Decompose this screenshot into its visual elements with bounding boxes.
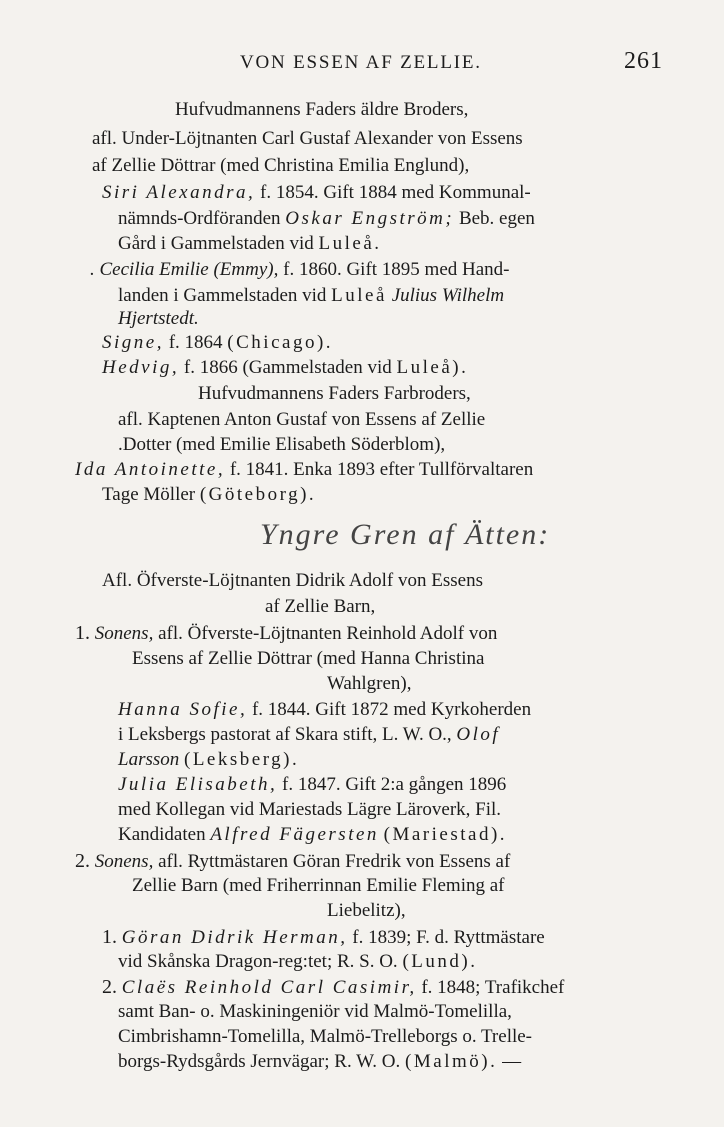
text-line: Hufvudmannens Faders äldre Broders, <box>175 99 469 120</box>
running-header <box>0 48 724 82</box>
running-title: VON ESSEN AF ZELLIE. <box>240 52 482 73</box>
page-number: 261 <box>624 48 663 74</box>
text-line: Hedvig, f. 1866 (Gammelstaden vid Luleå). <box>102 357 469 378</box>
text-line <box>118 306 199 332</box>
text-line: 1. Göran Didrik Herman, f. 1839; F. d. Ryttmästare <box>102 926 545 948</box>
text-line: Ida Antoinette, f. 1841. Enka 1893 efter Tullförvaltaren <box>75 459 534 480</box>
text-line: Essens af Zellie Döttrar (med Hanna Christina <box>132 648 485 669</box>
text-line: Wahlgren), <box>327 673 412 694</box>
text-line: nämnds-Ordföranden Oskar Engström; Beb. egen <box>118 208 535 229</box>
text-line: Liebelitz), <box>327 900 406 921</box>
person-name: Claës Reinhold Carl Casimir, <box>121 977 417 998</box>
text-line: Julia Elisabeth, f. 1847. Gift 2:a gången 1896 <box>118 774 507 795</box>
text-line: af Zellie Barn, <box>265 596 376 617</box>
text-line: borgs-Rydsgårds Jernvägar; R. W. O. (Malmö). — <box>118 1051 522 1072</box>
person-name: Olof <box>456 724 501 745</box>
person-name: . Cecilia Emilie <box>90 259 209 280</box>
person-name: Larsson <box>118 749 180 770</box>
text-line: 2. Sonens, afl. Ryttmästaren Göran Fredrik von Essens af <box>75 850 511 872</box>
text-line: Hufvudmannens Faders Farbroders, <box>198 383 471 404</box>
person-name: Hanna Sofie, <box>118 699 248 720</box>
person-name: Signe, <box>102 332 164 353</box>
text-line: Afl. Öfverste-Löjtnanten Didrik Adolf von Essens <box>102 570 483 591</box>
text-line: afl. Kaptenen Anton Gustaf von Essens af Zellie <box>118 409 486 430</box>
text-line: Tage Möller (Göteborg). <box>102 484 317 505</box>
text-line: landen i Gammelstaden vid Luleå Julius Wilhelm <box>118 285 505 306</box>
text-line: 1. Sonens, afl. Öfverste-Löjtnanten Reinhold Adolf von <box>75 622 498 644</box>
text-line: afl. Under-Löjtnanten Carl Gustaf Alexander von Essens <box>92 128 523 149</box>
person-name: Siri Alexandra, <box>102 182 256 203</box>
text-line: med Kollegan vid Mariestads Lägre Läroverk, Fil. <box>118 799 502 820</box>
text-line: vid Skånska Dragon-reg:tet; R. S. O. (Lund). <box>118 951 478 972</box>
person-name: Julius Wilhelm <box>391 285 505 306</box>
text-line: . Cecilia Emilie (Emmy), f. 1860. Gift 1895 med Hand- <box>90 259 510 280</box>
text-line: 2. Claës Reinhold Carl Casimir, f. 1848; Trafikchef <box>102 976 565 998</box>
text-line: Larsson (Leksberg). <box>118 749 300 770</box>
text-line: Kandidaten Alfred Fägersten (Mariestad). <box>118 824 508 845</box>
person-name: Göran Didrik Herman, <box>121 927 348 948</box>
person-name: Hedvig, <box>102 357 180 378</box>
person-name: Alfred Fägersten <box>210 824 379 845</box>
text-line: samt Ban- o. Maskiningeniör vid Malmö-Tomelilla, <box>118 1001 512 1022</box>
text-line: Hanna Sofie, f. 1844. Gift 1872 med Kyrkoherden <box>118 699 532 720</box>
person-name: Oskar Engström; <box>285 208 455 229</box>
person-name: Julia Elisabeth, <box>118 774 278 795</box>
section-heading: Yngre Gren af Ätten: <box>260 518 551 551</box>
text-line: Signe, f. 1864 (Chicago). <box>102 332 334 353</box>
text-line: .Dotter (med Emilie Elisabeth Söderblom), <box>118 434 446 455</box>
text-line: Zellie Barn (med Friherrinnan Emilie Fleming af <box>132 875 505 896</box>
text-line: Gård i Gammelstaden vid Luleå. <box>118 233 382 254</box>
text-line: Cimbrishamn-Tomelilla, Malmö-Trelleborgs o. Trelle- <box>118 1026 533 1047</box>
person-name: Ida Antoinette, <box>75 459 226 480</box>
text-line: i Leksbergs pastorat af Skara stift, L. W. O., Olof <box>118 724 501 745</box>
text-line: Siri Alexandra, f. 1854. Gift 1884 med Kommunal- <box>102 182 531 203</box>
text-line: af Zellie Döttrar (med Christina Emilia Englund), <box>92 155 470 176</box>
person-name: Hjertstedt. <box>118 308 199 329</box>
